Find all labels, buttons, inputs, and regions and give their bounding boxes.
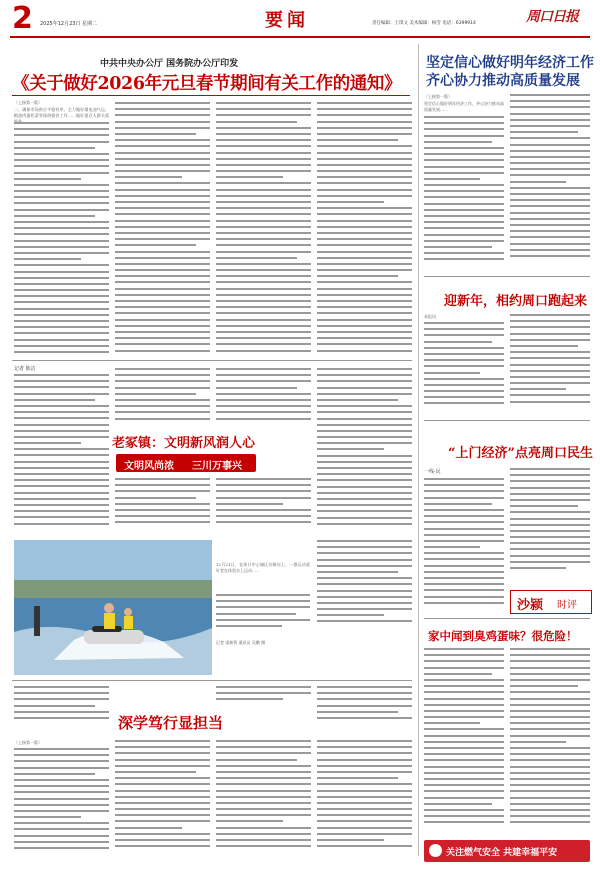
right-headline-1: 坚定信心做好明年经济工作: [426, 55, 594, 71]
bottom-lead-tag: （上接第一版）: [14, 740, 42, 745]
bottom-body-col3: [216, 740, 311, 858]
bottom-body-col2: [115, 740, 210, 858]
bottom-body-col4: [317, 740, 412, 858]
bottom-body-col3-top: [216, 686, 311, 708]
newyear-lead-tag: 本报讯: [424, 314, 436, 319]
commentary-sublabel: 时评: [557, 600, 577, 611]
culture-rule: [12, 360, 412, 361]
bottom-body-col4-top: [317, 686, 412, 726]
culture-body-col2b: [115, 478, 210, 536]
jetski-photo: [14, 540, 212, 675]
culture-headline: 老冢镇：文明新风润人心: [112, 436, 256, 451]
column-divider: [418, 44, 419, 856]
right-headline-2: 齐心协力推动高质量发展: [426, 73, 580, 89]
culture-body-col4b: [317, 540, 412, 634]
photo-scene: [14, 540, 212, 675]
culture-body-col4: [317, 368, 412, 534]
logo: 周口日报: [526, 9, 578, 25]
page-number: 2: [12, 1, 33, 36]
culture-body-col1: [14, 374, 109, 534]
safety-banner-text: 关注燃气安全 共建幸福平安: [446, 848, 558, 858]
commentary-body-col1: [424, 648, 504, 834]
photo-caption-lines: [216, 594, 310, 634]
right-body-col1: [424, 116, 504, 266]
culture-body-col2: [115, 368, 210, 428]
commentary-label-box: [510, 590, 592, 614]
right-lead-tag: （上接第一版）: [424, 94, 452, 99]
commentary-rule: [424, 618, 590, 619]
masthead-date: 2025年12月23日 星期二: [40, 21, 98, 27]
commentary-label: 沙颍: [517, 598, 544, 613]
main-body-excerpt: 二、确保市场供应平稳有序。全力做好煤电油气运、粮油肉蛋奶菜等保供稳价工作……做好重点人群关爱: [14, 107, 109, 119]
bottom-body-col1: [14, 748, 109, 858]
yiqu-rule: [424, 420, 590, 421]
yiqu-section-label: 一线·民: [424, 469, 441, 475]
newyear-body-col1: [424, 322, 504, 414]
main-body-col1: [14, 122, 109, 357]
photo-caption: 12月21日，在周口中心城区沙颍河上，一群运动爱好者在体验水上运动……: [216, 562, 310, 574]
main-body-col4: [317, 102, 412, 357]
bottom-headline: 深学笃行显担当: [118, 714, 224, 732]
culture-banner-right: 三川万事兴: [192, 461, 242, 472]
fire-icon: [429, 844, 442, 857]
right-body-excerpt: 坚定信心做好明年经济工作，齐心协力推动高质量发展……: [424, 101, 504, 113]
newyear-rule: [424, 276, 590, 277]
yiqu-headline: “上门经济”点亮周口民生: [448, 446, 593, 461]
safety-banner: [424, 840, 590, 862]
main-body-col2: [115, 102, 210, 357]
main-headline-rule: [12, 95, 410, 96]
culture-banner-left: 文明风尚浓: [124, 461, 174, 472]
kicker: 中共中央办公厅 国务院办公厅印发: [100, 59, 239, 69]
main-body-col3: [216, 102, 311, 357]
newyear-headline: 迎新年，相约周口跑起来: [444, 294, 588, 309]
masthead-editors: 责任编辑：王琪文 美术编辑：杨雪 电话：6399914: [372, 21, 476, 26]
culture-column-label: 记者 陈洁: [14, 366, 36, 372]
bottom-body-col1-top: [14, 686, 109, 726]
section-title: 要闻: [265, 10, 309, 31]
photo-credit: 记者 梁新智 通讯员 吴鹏 摄: [216, 640, 266, 645]
right-body-col2: [510, 94, 590, 266]
culture-body-col3b: [216, 478, 311, 536]
commentary-body-col2: [510, 648, 590, 834]
yiqu-body-col1: [424, 478, 504, 612]
bottom-rule: [12, 680, 412, 681]
newyear-body-col2: [510, 314, 590, 414]
main-headline: 《关于做好2026年元旦春节期间有关工作的通知》: [12, 74, 402, 94]
culture-body-col3: [216, 368, 311, 428]
masthead: [0, 0, 600, 44]
yiqu-body-col2: [510, 468, 590, 578]
masthead-rule: [10, 36, 590, 38]
commentary-headline: 家中闻到臭鸡蛋味？很危险！: [428, 629, 578, 643]
culture-banner: [116, 454, 256, 472]
main-lead-tag: （上接第一版）: [14, 100, 42, 105]
